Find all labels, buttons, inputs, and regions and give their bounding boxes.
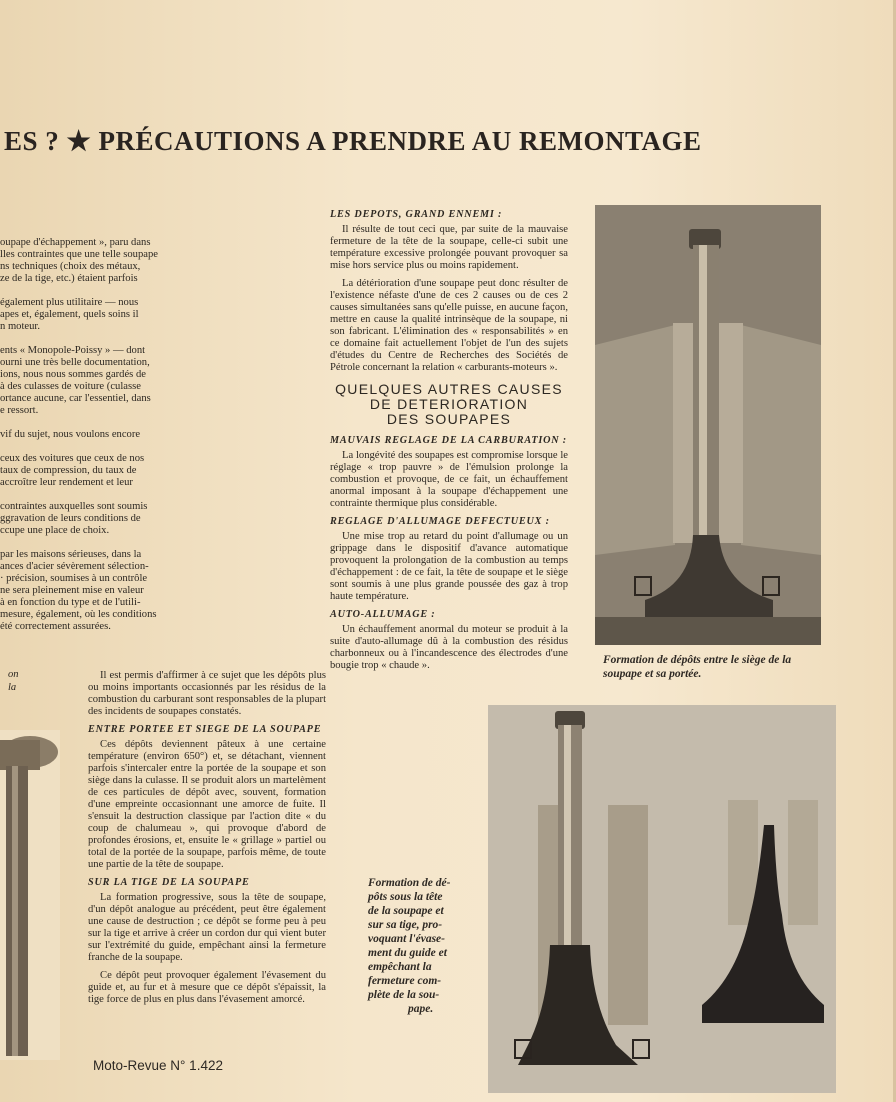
left-paragraph: ents « Monopole-Poissy » — dont ourni une très belle documentation, ions, nous nous sommes gardés de à des culasses de voiture (culasse ortance aucune, car l'essentiel, dans e ressort. [0,345,151,416]
left-paragraph: par les maisons sérieuses, dans la ances d'acier sévèrement sélection- · précision, soumises à un contrôle ne sera pleinement mise en valeur à en fonction du type et de l'utili- mesure, également, où les conditions été correctement assurées. [0,549,157,632]
left-paragraph: contraintes auxquelles sont soumis ggravation de leurs conditions de ccupe une place de choix. [0,501,148,536]
left-paragraph: également plus utilitaire — nous apes et, également, quels soins il n moteur. [0,297,139,332]
cause-heading: AUTO-ALLUMAGE : [330,609,436,620]
deposits-column [88,670,326,1012]
cause-heading: REGLAGE D'ALLUMAGE DEFECTUEUX : [330,516,550,527]
cause-text: Une mise trop au retard du point d'allumage ou un grippage dans le dispositif d'avance automatique provoquent la prolongation de la combustion au temps d'échappement : de ce fait, la tête de soupape et le siège sont soumis à une plus grande poussée des gaz à trop haute température. [330,531,568,602]
cause-text: Un échauffement anormal du moteur se produit à la suite d'auto-allumage dû à la combustion des résidus charbonneux ou à l'incandescence des électrodes d'une bougie trop « chaude ». [330,624,568,671]
caption-bottom: Formation de dé- pôts sous la tête de la soupape et sur sa tige, pro- voquant l'évase- ment du guide et empêchant la fermeture com- plète de la sou- pape. [368,877,451,1015]
depots-paragraph-1: Il résulte de tout ceci que, par suite de la mauvaise fermeture de la tête de la soupape, celle-ci subit une température excessive prolongée pouvant provoquer sa mise hors service plus ou moins rapidement. [330,224,568,271]
left-paragraph: ceux des voitures que ceux de nos taux de compression, du taux de accroître leur rendement et leur [0,453,145,488]
cause-heading: MAUVAIS REGLAGE DE LA CARBURATION : [330,435,567,446]
page-footer: Moto-Revue N° 1.422 [93,1058,223,1073]
deposits-intro: Il est permis d'affirmer à ce sujet que les dépôts plus ou moins importants occasionnés par les résidus de la combustion du carburant sont responsables de la plupart des incidents de soupapes constatés. [88,670,327,717]
left-paragraph: vif du sujet, nous voulons encore [0,429,141,440]
depots-heading: LES DEPOTS, GRAND ENNEMI : [330,209,503,220]
valve-photo-top [595,205,821,645]
page-headline: ES ? ★ PRÉCAUTIONS A PRENDRE AU REMONTAGE [4,126,702,156]
left-column [0,237,218,632]
valve-photo-fragment [0,730,60,1060]
valve-photo-bottom [488,705,836,1093]
section-text: Ce dépôt peut provoquer également l'évasement du guide et, au fur et à mesure que ce dépôt s'épaissit, la tige force de plus en plus dans l'évasement amorcé. [88,970,326,1005]
left-caption-fragment: on la [8,669,19,693]
depots-column [330,203,568,678]
section-text: Ces dépôts deviennent pâteux à une certaine température (environ 650°) et, se détachant, viennent parfois s'intercaler entre la portée de la soupape et son siège dans la culasse. Il se produit alors un martelèment de ces particules de dépôt avec, souvent, formation d'une empreinte occasionnant une amorce de fuite. Il s'ensuit la destruction classique par l'action dite « du coup de chalumeau », qui provoque d'abord de profondes érosions, et, ensuite le « grillage » partiel ou total de la portée de la soupape, parfois même, de toute une partie de la tête de soupape. [88,739,326,870]
section-heading: ENTRE PORTEE ET SIEGE DE LA SOUPAPE [88,724,322,735]
section-text: La formation progressive, sous la tête de soupape, d'un dépôt analogue au précédent, peut être également une cause de destruction ; ce dépôt se forme peu à peu sur la tige et arrive à créer un cordon dur qui vient buter sur l'extrémité du guide, empêchant ainsi la fermeture franche de la soupape. [88,892,326,963]
left-paragraph: oupape d'échappement », paru dans lles contraintes que une telle soupape ns techniques (choix des métaux, ze de la tige, etc.) étaient parfois [0,237,158,284]
section-heading: SUR LA TIGE DE LA SOUPAPE [88,877,250,888]
section-subtitle: QUELQUES AUTRES CAUSES DE DETERIORATION DES SOUPAPES [335,381,563,427]
depots-paragraph-2: La détérioration d'une soupape peut donc résulter de l'existence néfaste d'une de ces 2 causes ou de ces 2 causes simultanées sans qu'elle puisse, en aucune façon, mettre en cause la qualité intrinsèque de la soupape, ni son fabricant. L'élimination des « responsabilités » en ce domaine fait actuellement l'objet de l'un des sujets d'études du Centre de Recherches des Sociétés de Pétrole concernant la relation « carburants-moteurs ». [330,278,568,373]
cause-text: La longévité des soupapes est compromise lorsque le réglage « trop pauvre » de l'émulsion prolonge la combustion et provoque, de ce fait, un échauffement anormal imposant à la soupape d'échappement une contrainte thermique plus considérable. [330,450,568,509]
caption-top: Formation de dépôts entre le siège de la soupape et sa portée. [603,654,792,680]
